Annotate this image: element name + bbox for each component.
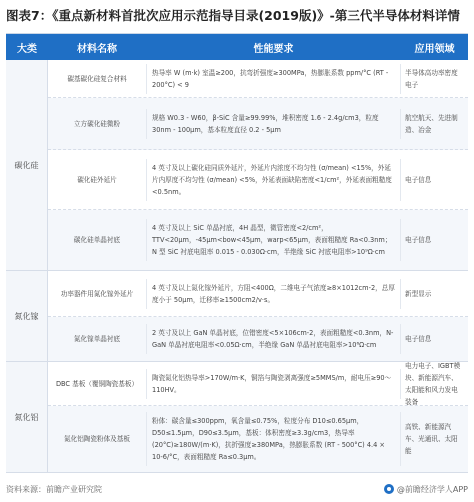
figure-title: 图表7：《重点新材料首批次应用示范指导目录(2019版)》-第三代半导体材料详情 [6, 8, 460, 23]
application-text: 电子信息 [405, 175, 432, 184]
material-name: 立方碳化硅微粉 [73, 119, 121, 128]
table-row [48, 317, 468, 361]
header-category: 大类 [17, 43, 37, 55]
table-header [6, 34, 468, 60]
table-row [48, 210, 468, 270]
table-row [48, 150, 468, 210]
material-name: 碳基碳化硅复合材料 [67, 74, 127, 83]
header-material: 材料名称 [77, 43, 117, 55]
table-row [48, 98, 468, 150]
group-gallium-nitride [6, 271, 468, 362]
requirement-text: 规格 W0.3 - W60，β-SiC 含量≥99.99%，堆积密度 1.6 - 2.4g/cm3，粒度 30nm - 100μm，基本粒度直径 0.2 - 5μm [146, 109, 401, 139]
group-label: 氮化铝 [6, 362, 48, 472]
application-text: 航空航天、先进制造、冶金 [405, 113, 458, 134]
source-note: 资料来源：前瞻产业研究院 [6, 484, 102, 494]
material-name: 氮化镓单晶衬底 [73, 335, 121, 343]
application-text: 电力电子、IGBT模块、新能源汽车、太阳能和风力发电装备 [405, 361, 461, 406]
requirement-text: 4 英寸及以上碳化硅同质外延片，外延片内浓度不均匀性 (σ/mean) <15%，外延片内厚度不均匀性 (σ/mean) <5%，外延表面缺陷密度<1/cm²，外延表面粗糙度<0.5nm。 [146, 159, 401, 201]
header-requirement: 性能要求 [253, 43, 294, 55]
brand [384, 484, 468, 495]
table-row [48, 362, 468, 406]
group-label: 碳化硅 [6, 60, 48, 270]
material-name: 碳化硅外延片 [77, 175, 117, 184]
requirement-text: 粉体：碳含量≤300ppm，氧含量≤0.75%，粒度分布 D10≤0.65μm，D50≤1.5μm，D90≤3.5μm，基板：体积密度≥3.3g/cm3，热导率 (20°C)≥180W/(m·K)，抗折强度≥380MPa，热膨胀系数 (RT - 500°C) 4.4 × 10-6/°C，表面粗糙度 Ra≤0.3μm。 [146, 412, 401, 466]
application-text: 新型显示 [405, 289, 432, 298]
brand-label: @前瞻经济学人APP [396, 484, 468, 494]
table-row [48, 60, 468, 98]
footer [6, 480, 468, 498]
application-text: 高铁、新能源汽车、光通讯、太阳能 [405, 423, 458, 455]
application-text: 电子信息 [405, 236, 432, 244]
requirement-text: 热导率 W (m·k) 室温≥200，抗弯折强度≥300MPa，热膨胀系数 ppm/°C (RT - 200°C) < 9 [146, 64, 401, 94]
brand-logo-icon [384, 484, 394, 494]
material-name: 功率器件用氮化镓外延片 [60, 289, 134, 298]
group-silicon-carbide [6, 60, 468, 271]
group-label: 氮化镓 [6, 271, 48, 361]
requirement-text: 陶瓷氮化铝热导率>170W/m·K，铜箔与陶瓷剥离强度≥5MMS/m，耐电压≥90～110HV。 [146, 369, 401, 399]
application-text: 电子信息 [405, 335, 432, 343]
requirement-text: 2 英寸及以上 GaN 单晶衬底，位错密度<5×106cm-2，表面粗糙度<0.3nm，N-GaN 单晶衬底电阻率<0.05Ω·cm，半绝缘 GaN 单晶衬底电阻率>10⁶Ω·cm [146, 324, 401, 354]
material-name: DBC 基板（覆铜陶瓷基板） [55, 379, 139, 388]
application-text: 半导体高功率密度电子 [405, 68, 458, 89]
requirement-text: 4 英寸及以上氮化镓外延片，方阻<400Ω，二维电子气浓度≥8×1012cm-2，总厚度小于 50μm，迁移率≥1500cm2/v·s。 [146, 279, 401, 309]
material-name: 氮化铝陶瓷粉体及基板 [64, 435, 130, 443]
header-application: 应用领域 [414, 43, 455, 55]
table-row [48, 406, 468, 472]
material-table [6, 33, 468, 473]
requirement-text: 4 英寸及以上 SiC 单晶衬底，4H 晶型，微管密度<2/cm²，TTV<20μm，-45μm<bow<45μm，warp<65μm，表面粗糙度 Ra<0.3nm；N 型 SiC 衬底电阻率 0.015 - 0.030Ω·cm，半绝缘 SiC 衬底电阻率>10⁹Ω·cm [146, 219, 401, 261]
table-row [48, 271, 468, 317]
group-aluminum-nitride [6, 362, 468, 473]
material-name: 碳化硅单晶衬底 [73, 236, 121, 244]
